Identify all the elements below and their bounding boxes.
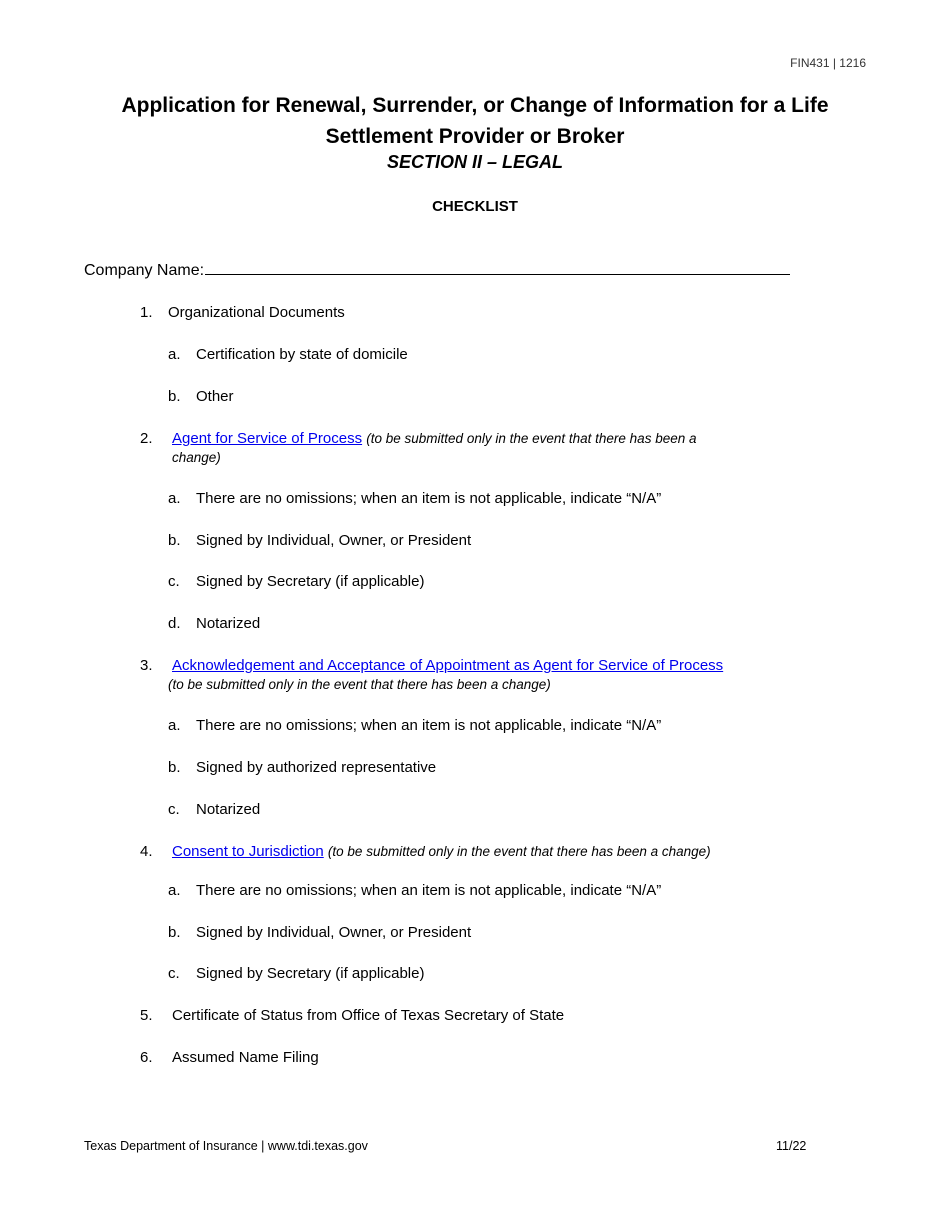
item-label: Organizational Documents [168, 304, 345, 321]
sub-text: Notarized [196, 615, 261, 632]
agent-for-service-link[interactable]: Agent for Service of Process [172, 430, 363, 447]
sub-text: There are no omissions; when an item is not applicable, indicate “N/A” [196, 882, 662, 899]
footer-agency: Texas Department of Insurance | www.tdi.texas.gov [84, 1139, 368, 1153]
item-number: 1. [140, 304, 153, 321]
form-id: FIN431 | 1216 [790, 56, 866, 70]
item-number: 2. [140, 430, 153, 447]
sub-text: Signed by Individual, Owner, or President [196, 924, 472, 941]
sub-text: Signed by Secretary (if applicable) [196, 965, 425, 982]
item-content [172, 430, 696, 447]
page-title [0, 90, 950, 152]
section-subtitle: SECTION II – LEGAL [386, 152, 564, 172]
sub-letter: b. [168, 924, 181, 941]
sub-letter: a. [168, 490, 181, 507]
sub-text: There are no omissions; when an item is not applicable, indicate “N/A” [196, 717, 662, 734]
footer-page-number: 11/22 [776, 1139, 807, 1153]
sub-text: Notarized [196, 801, 261, 818]
item-label: Assumed Name Filing [172, 1049, 319, 1066]
item-number: 6. [140, 1049, 153, 1066]
sub-letter: c. [168, 801, 180, 818]
item-number: 5. [140, 1007, 153, 1024]
sub-text: Signed by authorized representative [196, 759, 437, 776]
item-note: (to be submitted only in the event that there has been a change) [327, 844, 711, 859]
sub-letter: a. [168, 882, 181, 899]
title-line-1: Application for Renewal, Surrender, or Change of Information for a Life [121, 94, 829, 117]
sub-text: Other [196, 388, 234, 405]
checklist-heading: CHECKLIST [432, 198, 518, 215]
sub-letter: b. [168, 759, 181, 776]
item-content [172, 843, 711, 860]
sub-letter: d. [168, 615, 181, 632]
item-number: 4. [140, 843, 153, 860]
sub-letter: a. [168, 717, 181, 734]
sub-letter: b. [168, 388, 181, 405]
sub-text: There are no omissions; when an item is not applicable, indicate “N/A” [196, 490, 662, 507]
acknowledgement-link[interactable]: Acknowledgement and Acceptance of Appointment as Agent for Service of Process [172, 657, 724, 674]
sub-letter: c. [168, 965, 180, 982]
sub-text: Signed by Individual, Owner, or President [196, 532, 472, 549]
item-note-cont: change) [172, 450, 221, 465]
consent-to-jurisdiction-link[interactable]: Consent to Jurisdiction [172, 843, 324, 860]
sub-text: Signed by Secretary (if applicable) [196, 573, 425, 590]
sub-letter: a. [168, 346, 181, 363]
sub-letter: b. [168, 532, 181, 549]
item-note: (to be submitted only in the event that there has been a [366, 431, 697, 446]
sub-letter: c. [168, 573, 180, 590]
item-note: (to be submitted only in the event that there has been a change) [168, 677, 551, 692]
company-name-field[interactable] [84, 258, 790, 280]
sub-text: Certification by state of domicile [196, 346, 408, 363]
title-line-2: Settlement Provider or Broker [325, 125, 625, 148]
company-name-line[interactable] [205, 258, 790, 275]
item-label: Certificate of Status from Office of Texas Secretary of State [172, 1007, 565, 1024]
company-name-label: Company Name: [84, 262, 205, 279]
item-number: 3. [140, 657, 153, 674]
